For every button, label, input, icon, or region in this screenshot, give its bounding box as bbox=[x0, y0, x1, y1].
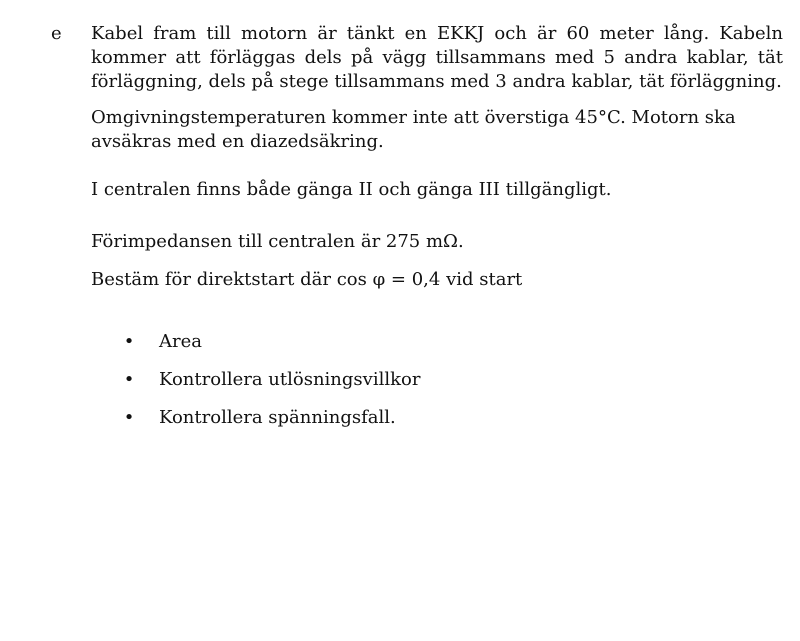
bullet-label: Kontrollera spänningsfall. bbox=[159, 407, 396, 428]
task-marker: e bbox=[51, 23, 62, 44]
temperature-paragraph bbox=[91, 106, 783, 154]
pre-impedance-paragraph: Förimpedansen till centralen är 275 mΩ. bbox=[91, 231, 464, 252]
bullet-icon: • bbox=[123, 331, 135, 352]
paragraph-line: förläggning, dels på stege tillsammans med 3 andra kablar, tät förläggning. bbox=[91, 71, 782, 92]
bullet-label: Kontrollera utlösningsvillkor bbox=[159, 369, 421, 390]
paragraph-line: kommer att förläggas dels på vägg tillsammans med 5 andra kablar, tät bbox=[91, 47, 783, 68]
paragraph-line: Kabel fram till motorn är tänkt en EKKJ och är 60 meter lång. Kabeln bbox=[91, 23, 783, 44]
cable-description-paragraph bbox=[91, 22, 783, 94]
central-thread-paragraph: I centralen finns både gänga II och gänga III tillgängligt. bbox=[91, 179, 612, 200]
paragraph-line: avsäkras med en diazedsäkring. bbox=[91, 131, 384, 152]
bullet-icon: • bbox=[123, 369, 135, 390]
task-instruction-paragraph: Bestäm för direktstart där cos φ = 0,4 vid start bbox=[91, 269, 523, 290]
bullet-label: Area bbox=[159, 331, 202, 352]
bullet-icon: • bbox=[123, 407, 135, 428]
paragraph-line: Omgivningstemperaturen kommer inte att överstiga 45°C. Motorn ska bbox=[91, 107, 736, 128]
